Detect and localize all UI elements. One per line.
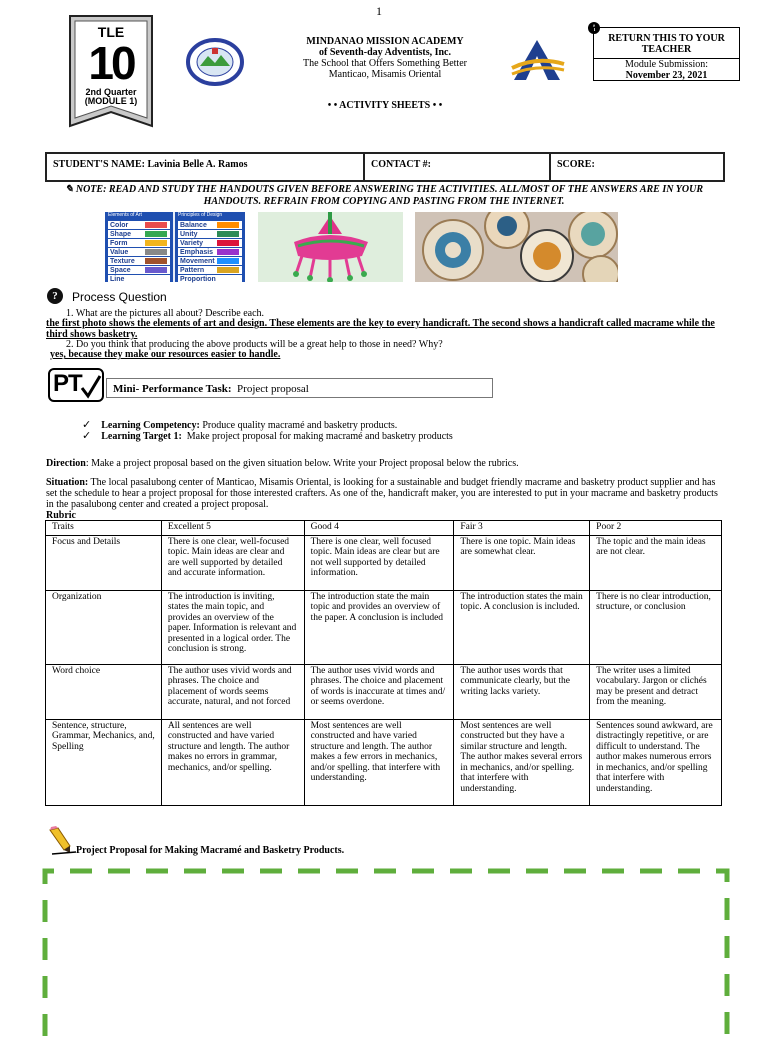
- rubric-cell: Sentence, structure, Grammar, Mechanics, and, Spelling: [46, 719, 162, 805]
- element-item: Line: [110, 276, 125, 283]
- competency-text: Produce quality macramé and basketry products.: [202, 420, 398, 431]
- school-name: MINDANAO MISSION ACADEMY: [306, 36, 464, 47]
- badge-quarter: [66, 88, 156, 106]
- submission-label: Module Submission:: [594, 58, 739, 70]
- tle-badge: [66, 14, 156, 134]
- question-2: 2. Do you think that producing the above products will be a great help to those in need? Why?: [66, 339, 443, 350]
- page-number: 1: [376, 4, 382, 18]
- badge-subject: TLE: [97, 24, 125, 40]
- question-1: 1. What are the pictures all about? Describe each.: [66, 308, 265, 319]
- rubric-header: Good 4: [304, 521, 454, 536]
- rubric-row: [46, 719, 722, 805]
- elements-list: [110, 221, 135, 284]
- rubric-cell: The author uses vivid words and phrases. The choice and placement of words seems accurate, natural, and not forced: [161, 664, 304, 719]
- check-icon: ✓: [82, 419, 92, 431]
- pt-logo: [48, 368, 104, 402]
- principles-title: Principles of Design: [178, 212, 223, 218]
- principle-item: Proportion: [180, 276, 216, 283]
- principle-item: Pattern: [180, 267, 205, 274]
- rubric-cell: All sentences are well constructed and have varied structure and length. The author makes no errors in grammar, mechanics, and/or spelling.: [161, 719, 304, 805]
- note-text: ✎ NOTE: READ AND STUDY THE HANDOUTS GIVEN BEFORE ANSWERING THE ACTIVITIES. ALL/MOST OF THE ANSWERS ARE IN YOUR HANDOUTS. REFRAIN FROM COPYING AND PASTING FROM THE INTERNET.: [64, 184, 704, 207]
- student-name-field[interactable]: STUDENT'S NAME: Lavinia Belle A. Ramos: [47, 154, 365, 180]
- rubric-header: Fair 3: [454, 521, 590, 536]
- check-icon: ✓: [82, 430, 92, 442]
- pt-label: Mini- Performance Task:: [113, 383, 232, 395]
- badge-quarter-text: 2nd Quarter: [85, 87, 137, 97]
- question-icon: ?: [47, 288, 63, 304]
- rubric-cell: There is one topic. Main ideas are somewhat clear.: [454, 535, 590, 590]
- principle-item: Emphasis: [180, 249, 214, 256]
- rubric-cell: There is no clear introduction, structure, or conclusion: [590, 590, 722, 664]
- info-icon: i: [588, 22, 600, 34]
- target-label: Learning Target 1:: [101, 431, 182, 442]
- element-item: Shape: [110, 231, 132, 238]
- academy-logo: [508, 38, 566, 82]
- principle-item: Balance: [180, 222, 207, 229]
- score-field[interactable]: SCORE:: [557, 159, 595, 170]
- pt-value: Project proposal: [237, 383, 309, 395]
- answer-2[interactable]: yes, because they make our resources easier to handle.: [50, 349, 281, 360]
- rubric-cell: There is one clear, well-focused topic. Main ideas are clear and are well supported by detailed and accurate information.: [161, 535, 304, 590]
- rubric-cell: Sentences sound awkward, are distractingly repetitive, or are difficult to understand. The author makes numerous errors in mechanics, and/or spelling that interfere with understanding.: [590, 719, 722, 805]
- rubric-header: Excellent 5: [161, 521, 304, 536]
- answer-1[interactable]: the first photo shows the elements of art and design. These elements are the key to every handicraft. The second shows a handicraft called macrame while the third shows basketry.: [46, 318, 715, 340]
- rubric-header: Traits: [46, 521, 162, 536]
- element-item: Texture: [110, 258, 135, 265]
- basketry-illustration: [415, 212, 618, 282]
- macrame-illustration: [258, 212, 403, 282]
- principle-item: Variety: [180, 240, 203, 247]
- rubric-cell: Organization: [46, 590, 162, 664]
- rubric-table: [45, 520, 722, 806]
- rubric-cell: Most sentences are well constructed but they have a similar structure and length. The author makes several errors in mechanics, and/or spelling. that interfere with understanding.: [454, 719, 590, 805]
- direction-label: Direction: [46, 458, 86, 469]
- rubric-header: Poor 2: [590, 521, 722, 536]
- principle-item: Movement: [180, 258, 215, 265]
- process-question-title: Process Question: [72, 290, 167, 304]
- rubric-cell: The introduction is inviting, states the main topic, and provides an overview of the paper. Information is relevant and presented in a logical order. The conclusion is strong.: [161, 590, 304, 664]
- target-text: Make project proposal for making macramé and basketry products: [186, 431, 453, 442]
- badge-grade: 10: [88, 37, 134, 89]
- element-item: Form: [110, 240, 128, 247]
- rubric-cell: The author uses vivid words and phrases. The choice and placement of words is inaccurate at times and/ or seems overdone.: [304, 664, 454, 719]
- performance-task-box: [106, 378, 493, 398]
- return-instruction: RETURN THIS TO YOUR TEACHER: [608, 33, 725, 55]
- element-item: Value: [110, 249, 129, 256]
- school-header: [260, 36, 510, 80]
- submission-date: November 23, 2021: [625, 70, 708, 81]
- rubric-row: [46, 590, 722, 664]
- direction-text: [46, 458, 722, 469]
- rubric-cell: The writer uses a limited vocabulary. Jargon or clichés may be present and detract from the meaning.: [590, 664, 722, 719]
- activity-sheets-heading: • • ACTIVITY SHEETS • •: [327, 100, 443, 111]
- student-info-table: [45, 152, 725, 182]
- principles-list: [180, 221, 216, 284]
- proposal-answer-box[interactable]: [42, 868, 730, 1038]
- rubric-cell: The introduction state the main topic and provides an overview of the paper. A conclusion is included: [304, 590, 454, 664]
- rubric-cell: The author uses words that communicate clearly, but the writing lacks variety.: [454, 664, 590, 719]
- proposal-title: Project Proposal for Making Macramé and Basketry Products.: [76, 845, 345, 856]
- basketry-image: [415, 212, 618, 282]
- pt-logo-text: PT: [53, 370, 82, 397]
- return-box: [593, 27, 740, 81]
- rubric-cell: The topic and the main ideas are not clear.: [590, 535, 722, 590]
- school-tagline: The School that Offers Something Better: [303, 58, 467, 69]
- element-item: Space: [110, 267, 131, 274]
- pencil-icon: [44, 826, 78, 856]
- rubric-row: [46, 664, 722, 719]
- principle-item: Unity: [180, 231, 198, 238]
- elements-principles-image: [105, 212, 245, 282]
- rubric-cell: Most sentences are well constructed and have varied structure and length. The author makes a few errors in mechanics, and/or spelling. that interfere with understanding.: [304, 719, 454, 805]
- competency-label: Learning Competency:: [101, 420, 200, 431]
- rubric-label: Rubric: [46, 510, 76, 521]
- macrame-image: [258, 212, 403, 282]
- badge-module-text: (MODULE 1): [84, 96, 138, 106]
- element-item: Color: [110, 222, 129, 229]
- rubric-header-row: [46, 521, 722, 536]
- direction-body: : Make a project proposal based on the given situation below. Write your Project proposal below the rubrics.: [85, 458, 519, 469]
- rubric-cell: There is one clear, well focused topic. Main ideas are clear but are not well supported by detailed information.: [304, 535, 454, 590]
- school-affiliation: of Seventh-day Adventists, Inc.: [319, 47, 451, 58]
- school-location: Manticao, Misamis Oriental: [328, 69, 442, 80]
- learning-target: [82, 429, 453, 442]
- situation-text: [46, 477, 722, 510]
- situation-label: Situation:: [46, 477, 89, 488]
- rubric-cell: Word choice: [46, 664, 162, 719]
- rubric-cell: The introduction states the main topic. A conclusion is included.: [454, 590, 590, 664]
- contact-field[interactable]: CONTACT #:: [365, 154, 551, 180]
- rubric-cell: Focus and Details: [46, 535, 162, 590]
- school-seal-logo: [186, 38, 244, 86]
- situation-body: The local pasalubong center of Manticao, Misamis Oriental, is looking for a sustainable and budget friendly macrame and basketry product supplier and has set the schedule to hear a project proposal for those interested crafters. As one of the, handicraft maker, you are interested to put in your macrame and basketry products in the pasalubong center and created a project proposal.: [46, 477, 718, 510]
- elements-title: Elements of Art: [108, 212, 142, 218]
- rubric-row: [46, 535, 722, 590]
